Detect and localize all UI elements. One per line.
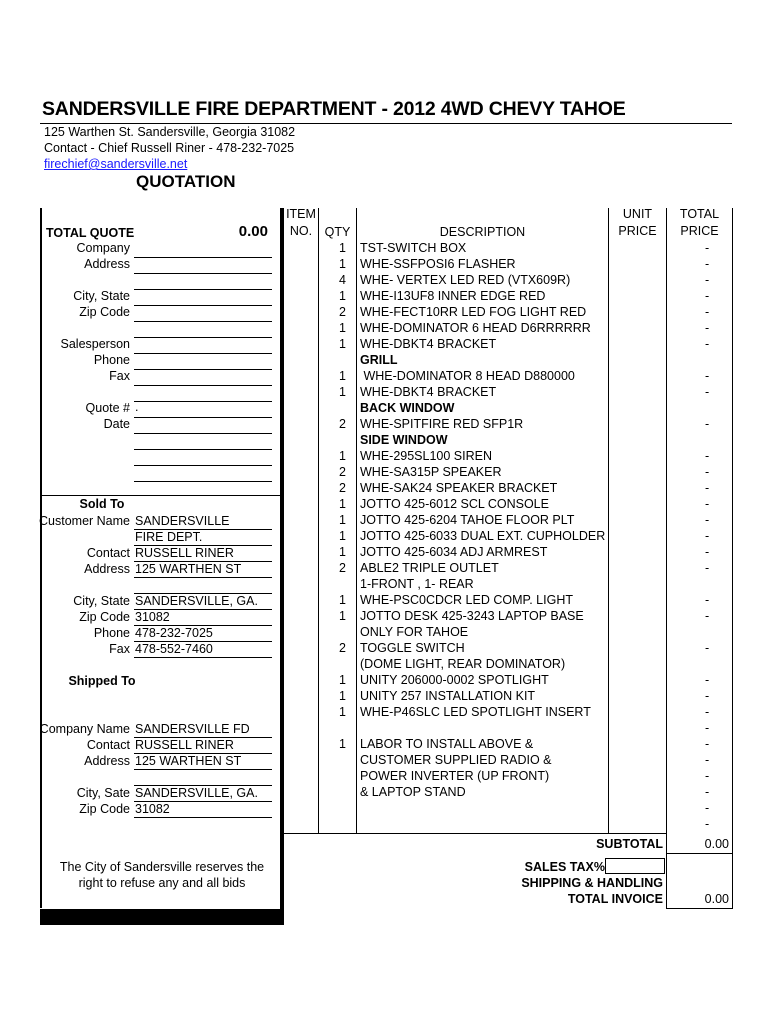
row-description: WHE-I13UF8 INNER EDGE RED [360,289,546,303]
company-field[interactable] [134,257,272,258]
ship-address-label: Address [84,754,130,768]
ship-contact-label: Contact [86,738,130,752]
row-total-price: - [705,241,710,255]
sold-phone-label: Phone [93,626,130,640]
blank-field[interactable] [134,337,272,338]
sold-contact-label: Contact [86,546,130,560]
zip-label: Zip Code [79,305,130,319]
row-description: WHE-DOMINATOR 6 HEAD D6RRRRRR [360,321,591,335]
col-header-item-2: NO. [289,224,313,238]
row-qty: 1 [339,689,346,703]
row-total-price: - [705,545,710,559]
phone-label: Phone [93,353,130,367]
subtotal-rule [666,853,733,854]
row-description: WHE-PSC0CDCR LED COMP. LIGHT [360,593,573,607]
col-header-description: DESCRIPTION [439,225,526,239]
city-state-label: City, State [73,289,130,303]
row-description: BACK WINDOW [360,401,455,415]
row-description: JOTTO 425-6204 TAHOE FLOOR PLT [360,513,575,527]
row-description: & LAPTOP STAND [360,785,466,799]
row-qty: 1 [339,497,346,511]
sold-phone-value: 478-232-7025 [135,626,213,640]
salesperson-label: Salesperson [60,337,130,351]
sold-city-state-value: SANDERSVILLE, GA. [135,594,258,608]
disclaimer-line-1: The City of Sandersville reserves the [59,860,265,874]
col-divider-qty [356,208,357,833]
sold-to-heading: Sold To [79,497,125,511]
fax-field[interactable] [134,385,272,386]
row-total-price: - [705,593,710,607]
row-total-price: - [705,737,710,751]
table-left-border [280,208,284,925]
col-divider-item [318,208,319,833]
row-description: JOTTO 425-6012 SCL CONSOLE [360,497,549,511]
salesperson-field[interactable] [134,353,272,354]
col-divider-desc [608,208,609,833]
email-link[interactable]: firechief@sandersville.net [44,157,188,171]
table-bottom-rule [280,833,667,834]
sold-fax-field[interactable] [134,657,272,658]
page-title: SANDERSVILLE FIRE DEPARTMENT - 2012 4WD CHEVY TAHOE [42,98,626,120]
sold-contact-value: RUSSELL RINER [135,546,234,560]
blank-field-2[interactable] [134,401,272,402]
row-total-price: - [705,689,710,703]
row-qty: 1 [339,705,346,719]
row-qty: 1 [339,337,346,351]
shipped-to-heading: Shipped To [68,674,136,688]
row-description: ONLY FOR TAHOE [360,625,469,639]
row-total-price: - [705,513,710,527]
sold-fax-label: Fax [109,642,130,656]
total-invoice-label: TOTAL INVOICE [567,892,663,906]
row-description: TOGGLE SWITCH [360,641,465,655]
row-description: WHE-DBKT4 BRACKET [360,337,497,351]
ship-city-state-label: City, Sate [76,786,130,800]
row-qty: 1 [339,289,346,303]
row-description: JOTTO 425-6034 ADJ ARMREST [360,545,548,559]
row-total-price: - [705,481,710,495]
col-header-unit-1: UNIT [622,207,653,221]
sales-tax-label: SALES TAX% [524,860,605,874]
row-description: WHE-295SL100 SIREN [360,449,493,463]
address-field[interactable] [134,273,272,274]
row-qty: 2 [339,305,346,319]
row-qty: 1 [339,513,346,527]
quote-number-field[interactable] [134,417,272,418]
blank-field-3[interactable] [134,449,272,450]
row-total-price: - [705,417,710,431]
row-total-price: - [705,641,710,655]
row-qty: 1 [339,609,346,623]
row-description: WHE-DBKT4 BRACKET [360,385,497,399]
ship-zip-value: 31082 [135,802,170,816]
address-field-2[interactable] [134,289,272,290]
row-description: (DOME LIGHT, REAR DOMINATOR) [360,657,566,671]
row-qty: 1 [339,257,346,271]
row-qty: 1 [339,385,346,399]
row-qty: 2 [339,561,346,575]
ship-zip-field[interactable] [134,817,272,818]
row-qty: 1 [339,593,346,607]
date-label: Date [103,417,130,431]
row-description: UNITY 206000-0002 SPOTLIGHT [360,673,549,687]
sales-tax-input[interactable] [605,858,665,874]
row-qty: 1 [339,449,346,463]
col-header-qty: QTY [324,225,351,239]
total-quote-label: TOTAL QUOTE [46,226,135,240]
ship-contact-value: RUSSELL RINER [135,738,234,752]
row-total-price: - [705,289,710,303]
row-total-price: - [705,465,710,479]
row-description: WHE-FECT10RR LED FOG LIGHT RED [360,305,587,319]
fax-label: Fax [109,369,130,383]
row-qty: 1 [339,737,346,751]
sold-address-field[interactable] [134,577,272,578]
row-total-price: - [705,497,710,511]
customer-name-value: SANDERSVILLE [135,514,230,528]
address-label: Address [84,257,130,271]
row-total-price: - [705,673,710,687]
row-description: WHE-DOMINATOR 8 HEAD D880000 [360,369,575,383]
total-invoice-rule [666,908,733,909]
row-total-price: - [705,705,710,719]
row-total-price: - [705,273,710,287]
col-header-total-2: PRICE [680,224,719,238]
title-rule [40,123,732,124]
row-qty: 1 [339,369,346,383]
row-total-price: - [705,785,710,799]
total-invoice-value: 0.00 [704,892,729,906]
sold-fax-value: 478-552-7460 [135,642,213,656]
row-total-price: - [705,369,710,383]
row-total-price: - [705,337,710,351]
row-description: 1-FRONT , 1- REAR [360,577,474,591]
customer-name-label: Customer Name [39,514,130,528]
row-total-price: - [705,385,710,399]
contact-line: Contact - Chief Russell Riner - 478-232-7025 [44,141,295,155]
row-description: WHE-SSFPOSI6 FLASHER [360,257,516,271]
row-description: LABOR TO INSTALL ABOVE & [360,737,534,751]
col-header-item-1: ITEM [286,207,316,221]
row-qty: 1 [339,241,346,255]
col-header-unit-2: PRICE [618,224,657,238]
row-qty: 1 [339,529,346,543]
row-total-price: - [705,721,710,735]
row-description: WHE-SAK24 SPEAKER BRACKET [360,481,558,495]
blank-field-4[interactable] [134,465,272,466]
row-total-price: - [705,529,710,543]
row-total-price: - [705,801,710,815]
col-divider-unit [666,208,667,908]
phone-field[interactable] [134,369,272,370]
row-description: JOTTO 425-6033 DUAL EXT. CUPHOLDER [360,529,606,543]
ship-company-label: Company Name [39,722,130,736]
row-total-price: - [705,449,710,463]
ship-company-value: SANDERSVILLE FD [135,722,250,736]
company-label: Company [76,241,130,255]
address-line: 125 Warthen St. Sandersville, Georgia 31082 [44,125,296,139]
subtotal-label: SUBTOTAL [596,837,663,851]
row-description: WHE-SPITFIRE RED SFP1R [360,417,524,431]
ship-address-value: 125 WARTHEN ST [135,754,242,768]
ship-city-state-value: SANDERSVILLE, GA. [135,786,258,800]
zip-field[interactable] [134,321,272,322]
row-total-price: - [705,817,710,831]
left-panel-footer-bar [40,909,284,925]
row-description: CUSTOMER SUPPLIED RADIO & [360,753,552,767]
row-total-price: - [705,257,710,271]
row-total-price: - [705,609,710,623]
row-total-price: - [705,769,710,783]
row-qty: 4 [339,273,346,287]
row-total-price: - [705,753,710,767]
row-description: GRILL [360,353,398,367]
row-description: UNITY 257 INSTALLATION KIT [360,689,536,703]
row-total-price: - [705,321,710,335]
disclaimer-line-2: right to refuse any and all bids [78,876,246,890]
sold-address-label: Address [84,562,130,576]
row-description: SIDE WINDOW [360,433,448,447]
quote-number-value: . [135,400,139,414]
row-qty: 2 [339,481,346,495]
row-qty: 1 [339,545,346,559]
col-divider-total [732,208,733,908]
customer-name-value-2: FIRE DEPT. [135,530,203,544]
sold-city-state-label: City, State [73,594,130,608]
row-description: ABLE2 TRIPLE OUTLET [360,561,499,575]
row-qty: 2 [339,465,346,479]
total-quote-value: 0.00 [238,223,268,240]
sold-address-value: 125 WARTHEN ST [135,562,242,576]
sold-zip-value: 31082 [135,610,170,624]
quote-number-label: Quote # [85,401,130,415]
row-description: JOTTO DESK 425-3243 LAPTOP BASE [360,609,584,623]
row-description: WHE-P46SLC LED SPOTLIGHT INSERT [360,705,591,719]
col-header-total-1: TOTAL [679,207,720,221]
row-description: POWER INVERTER (UP FRONT) [360,769,550,783]
row-total-price: - [705,305,710,319]
city-state-field[interactable] [134,305,272,306]
sold-to-rule [40,495,284,496]
row-description: TST-SWITCH BOX [360,241,467,255]
blank-field-5[interactable] [134,481,272,482]
ship-address-field[interactable] [134,769,272,770]
sold-zip-label: Zip Code [79,610,130,624]
row-qty: 1 [339,673,346,687]
date-field[interactable] [134,433,272,434]
row-total-price: - [705,561,710,575]
shipping-label: SHIPPING & HANDLING [521,876,663,890]
row-description: WHE-SA315P SPEAKER [360,465,502,479]
document-title: QUOTATION [136,172,236,191]
row-description: WHE- VERTEX LED RED (VTX609R) [360,273,571,287]
row-qty: 2 [339,417,346,431]
row-qty: 1 [339,321,346,335]
ship-zip-label: Zip Code [79,802,130,816]
row-qty: 2 [339,641,346,655]
subtotal-value: 0.00 [704,837,729,851]
